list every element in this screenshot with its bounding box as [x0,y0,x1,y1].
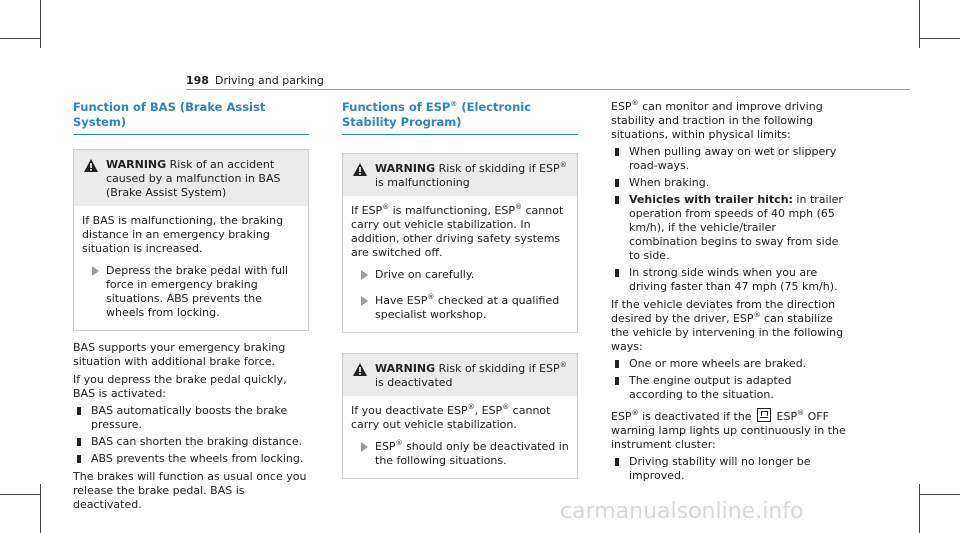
crop-mark [0,38,40,39]
warning-text: Risk of skidding if ESP® is deactivated [375,361,567,389]
list-item [73,452,309,466]
list-item-text: BAS can shorten the braking distance. [91,435,303,448]
list-item [73,435,309,449]
list-item [611,374,847,402]
bullet-icon [77,407,81,415]
crop-mark [0,494,40,495]
crop-mark [40,484,41,533]
esp-off-warning-icon [757,408,771,422]
bullet-icon [615,179,619,187]
paragraph: If the vehicle deviates from the direction desired by the driver, ESP® can stabilize the vehicle by intervening in the following ways: [611,298,844,353]
warning-label: WARNING [106,158,167,171]
warning-header [74,150,308,206]
list-item-text: Driving stability will no longer be improved. [629,455,811,482]
paragraph: BAS supports your emergency braking situation with additional brake force. [73,341,286,368]
instruction-step: ESP® should only be deactivated in the following situations. [343,432,577,468]
list-item [611,193,847,263]
list-item [611,145,847,173]
arrow-right-icon [361,296,368,306]
bullet-icon [615,148,619,156]
header-divider [186,89,910,90]
warning-text: Risk of an accident caused by a malfunction in BAS (Brake Assist System) [106,158,281,199]
warning-header [343,154,577,196]
list-item [611,357,847,371]
list-item-text: When pulling away on wet or slippery road-ways. [629,145,837,172]
bullet-list [73,404,309,466]
section-heading-bas: Function of BAS (Brake Assist System) [73,100,309,135]
crop-mark [919,484,920,533]
column-esp [342,100,578,479]
registered-mark: ® [450,100,458,108]
list-item-text: in trailer operation from speeds of 40 mph (65 km/h), if the vehicle/trailer combination begins to sway from side to side. [629,193,843,262]
arrow-right-icon [361,442,368,452]
warning-header [343,354,577,396]
warning-label: WARNING [375,362,436,375]
bullet-icon [615,196,619,204]
paragraph: ESP® can monitor and improve driving stability and traction in the following situations, within physical limits: [611,99,823,141]
paragraph: If you depress the brake pedal quickly, BAS is activated: [73,373,287,400]
watermark: carmanualsonline.info [560,499,804,524]
warning-triangle-icon [353,163,367,176]
bullet-icon [77,455,81,463]
warning-box [73,149,309,331]
list-item-text: ABS prevents the wheels from locking. [91,452,304,465]
warning-box [342,353,578,479]
bullet-icon [77,438,81,446]
bullet-icon [615,458,619,466]
bullet-list [611,145,847,294]
arrow-right-icon [92,266,99,276]
paragraph: The brakes will function as usual once you release the brake pedal. BAS is deactivated. [73,470,307,511]
heading-text: (Electronic Stability Program) [342,100,532,129]
list-item [611,176,847,190]
step-text: Depress the brake pedal with full force in emergency braking situations. ABS prevents the wheels from locking. [106,264,289,319]
column-bas [73,100,309,512]
list-item-bold: Vehicles with trailer hitch: [629,193,793,206]
bullet-icon [615,377,619,385]
list-item-text: In strong side winds when you are driving faster than 47 mph (75 km/h). [629,266,838,293]
warning-text: Risk of skidding if ESP® is malfunctioning [375,161,567,189]
instruction-step [343,260,577,282]
warning-box [342,153,578,333]
section-title: Driving and parking [214,74,324,87]
list-item-text: BAS automatically boosts the brake pressure. [91,404,288,431]
crop-mark [920,494,960,495]
bullet-list [611,455,847,483]
warning-label: WARNING [375,162,436,175]
bullet-icon [615,360,619,368]
warning-triangle-icon [353,363,367,376]
paragraph: ESP® is deactivated if the ESP® OFF warning lamp lights up continuously in the instrument cluster: [611,409,846,451]
list-item [611,455,847,483]
bullet-list [611,357,847,402]
warning-body: If you deactivate ESP®, ESP® cannot carry out vehicle stabilization. [351,403,551,431]
list-item-text: When braking. [629,176,710,189]
list-item-text: One or more wheels are braked. [629,357,807,370]
instruction-step [74,256,308,320]
list-item [73,404,309,432]
step-text: Drive on carefully. [375,268,475,281]
arrow-right-icon [361,270,368,280]
warning-triangle-icon [84,159,98,172]
page-number: 198 [186,74,209,87]
list-item-text: The engine output is adapted according to the situation. [629,374,792,401]
heading-text: Functions of ESP [342,100,451,114]
section-heading-esp [342,100,578,135]
warning-body: If ESP® is malfunctioning, ESP® cannot carry out vehicle stabilization. In addition, other driving safety systems are switched off. [351,203,564,259]
crop-mark [920,38,960,39]
crop-mark [40,0,41,48]
page-header [186,74,324,88]
column-esp-continued [611,100,847,483]
list-item [611,266,847,294]
instruction-step: Have ESP® checked at a qualified specialist workshop. [343,282,577,322]
warning-body: If BAS is malfunctioning, the braking distance in an emergency braking situation is increased. [82,214,284,255]
bullet-icon [615,269,619,277]
crop-mark [919,0,920,48]
